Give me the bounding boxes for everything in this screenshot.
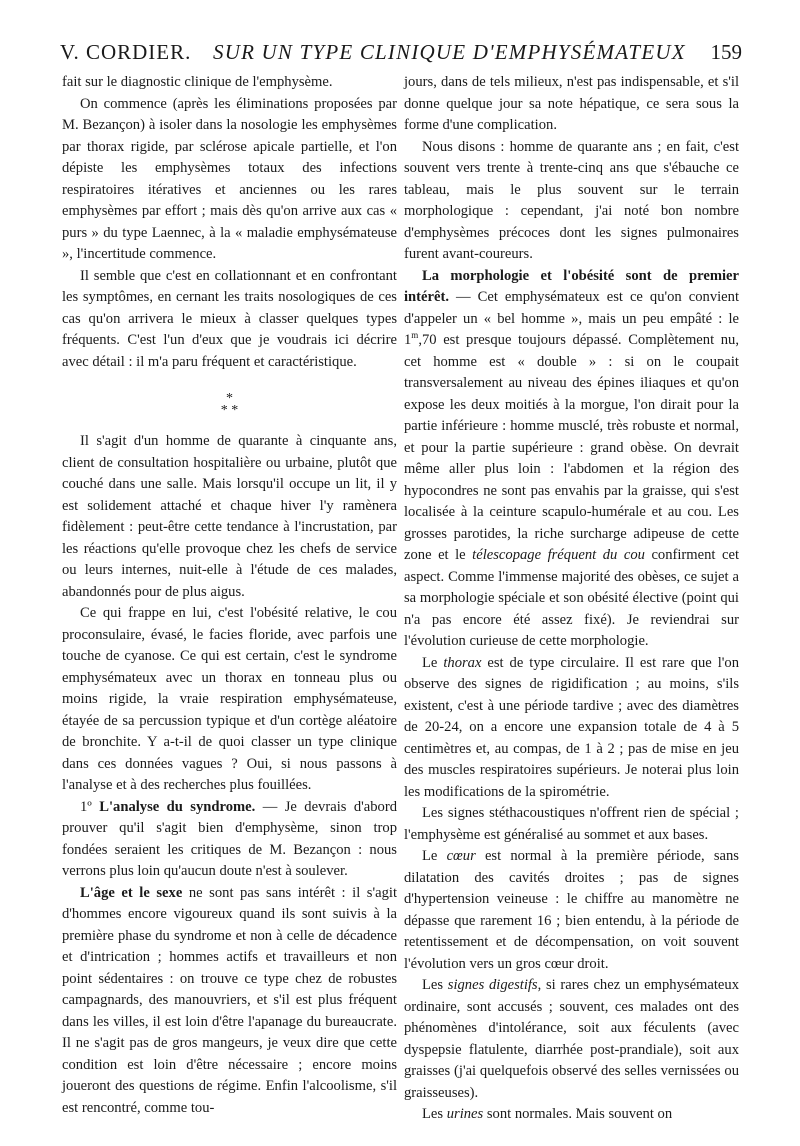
paragraph: Les signes stéthacoustiques n'offrent rien de spécial ; l'emphysème est généralisé au sommet et aux bases. [404,805,739,843]
left-column [62,72,397,1119]
separator-asterisk-bottom: * * [220,403,239,418]
paragraph [404,846,739,975]
paragraph [404,266,739,653]
paragraph [62,797,397,883]
paragraph: On commence (après les éliminations proposées par M. Bezançon) à isoler dans la nosologie les emphysèmes par thorax rigide, par sclérose apicale partielle, et l'on dépiste les emphysèmes totaux des infections respiratoires itératives et anciennes ou les rares emphysèmes par effort ; mais dès qu'on arrive aux cas « purs » du type Laennec, à la « maladie emphysémateuse », l'incertitude commence. [62,95,397,262]
section-separator [62,393,397,417]
paragraph: Il s'agit d'un homme de quarante à cinquante ans, client de consultation hospitalière ou urbaine, plutôt que couché dans une salle. Mais lorsqu'il occupe un lit, il y est solidement attaché et chaque hiver l'y ramènera fidèlement : peut-être cette tendance à l'incrustation, par les réactions qu'elle provoque chez les chefs de service ou leurs internes, nuit-elle à l'étude de ces malades, abandonnés pour de plus aigus. [62,433,397,600]
paragraph: Nous disons : homme de quarante ans ; en fait, c'est souvent vers trente à trente-cinq ans que s'ébauche ce tableau, mais le plus souvent sur le terrain morphologique : cependant, j'ai noté bon nombre d'emphysèmes précoces dont les signes pulmonaires furent avant-coureurs. [404,138,739,262]
paragraph-text: confirment cet aspect. Comme l'immense majorité des obèses, ce sujet a sa morphologie spéciale et son obésité élective (point qui n'a pas encore été assez fixé). Je reviendrai sur l'évolution curieuse de cette morphologie. [404,547,739,649]
paragraph-text: Les [422,977,448,993]
paragraph-text: Les [422,1106,447,1122]
paragraph [404,653,739,804]
paragraph [404,975,739,1104]
header-author: V. CORDIER. [60,40,192,64]
emphasis: signes digestifs [447,977,538,993]
emphasis: urines [446,1106,484,1122]
section-number: 1º [80,798,92,815]
emphasis: cœur [446,848,476,864]
paragraph-text: ,70 est presque toujours dépassé. Complètement nu, cet homme est « double » : si on le coupait transversalement au niveau des épines iliaques et qu'on expose les deux moitiés à la morgue, l'on dirait pour la partie inférieure : homme musclé, très robuste et normal, et pour la partie supérieure : grand obèse. On devrait même aller plus loin : l'abdomen et la région des hypocondres ne sont pas envahis par la graisse, qui s'est localisée à la ceinture scapulo-humérale et au cou. Les grosses parotides, la riche surcharge adipeuse de cette zone et le [404,332,739,563]
paragraph-text: Le [422,654,444,671]
paragraph-text: ne sont pas sans intérêt : il s'agit d'hommes encore vigoureux quand ils sont suivis à la première phase du syndrome et non à celle de décadence et d'intrication ; hommes actifs et travailleurs et non point sédentaires : on trouve ce type chez de robustes campagnards, des manouvriers, et s'il est plus fréquent dans les villes, il est loin d'être l'apanage du bureaucrate. Il ne s'agit pas de gros mangeurs, je veux dire que cette condition est loin d'être nécessaire ; encore moins joueront des questions de régime. Enfin l'alcoolisme, s'il est rencontré, comme tou- [62,884,398,1116]
paragraph-text: sont normales. Mais souvent on [483,1106,673,1122]
emphasis: télescopage fréquent du cou [472,547,645,563]
paragraph-text: est de type circulaire. Il est rare que l'on observe des signes de rigidification ; au moins, s'ils existent, c'est à une période tardive ; avec des diamètres de 20-24, on a encore une expansion totale de 4 à 5 centimètres et, au compas, de 1 à 2 ; pas de mise en jeu des muscles respiratoires supérieurs. Je noterai plus loin les modifications de la spirométrie. [404,654,739,800]
paragraph: Il semble que c'est en collationnant et en confrontant les symptômes, en cernant les traits nosologiques de ces cas qu'on arrivera le mieux à classer quelques types fréquents. C'est l'un d'eux que je voudrais ici décrire avec détail : il m'a paru fréquent et caractéristique. [62,267,397,370]
header-title: SUR UN TYPE CLINIQUE D'EMPHYSÉMATEUX [213,40,686,64]
paragraph: fait sur le diagnostic clinique de l'emphysème. [62,74,333,90]
paragraph: jours, dans de tels milieux, n'est pas indispensable, et s'il donne quelque jour sa note hépatique, ce sera sous la forme d'une complication. [404,74,739,133]
subsection-heading: La morphologie et l'obésité sont de premier intérêt. [404,267,739,305]
superscript: m [411,330,419,341]
page-number: 159 [710,40,742,64]
paragraph [62,883,397,1120]
subsection-heading: L'âge et le sexe [80,884,183,901]
section-heading: L'analyse du syndrome. [99,798,256,815]
emphasis: thorax [443,654,482,671]
paragraph-text: — Je devrais d'abord prouver qu'il s'agit bien d'emphysème, sinon trop fondées seraient les critiques de M. Bezançon : nous verrons plus loin qu'aucun doute n'est à soulever. [62,798,397,879]
paragraph: Ce qui frappe en lui, c'est l'obésité relative, le cou proconsulaire, évasé, le facies floride, avec parfois une touche de cyanose. Ce qui est certain, c'est le syndrome emphysémateux avec un thorax en tonneau plus ou moins rigide, la vraie respiration emphysémateuse, étayée de sa percussion typique et d'un cortège aléatoire de bronchite. Y a-t-il de quoi classer un type clinique dans ces données vagues ? Oui, si nous passons à l'analyse et à des recherches plus fouillées. [62,605,397,793]
separator-asterisk-top: * [226,391,233,406]
paragraph-text: — Cet emphysémateux est ce qu'on convient d'appeler un « bel homme », mais un peu empâté : le 1 [404,289,739,348]
paragraph-text: est normal à la première période, sans dilatation des cavités droites ; pas de signes d'hypertension veineuse : le chiffre au manomètre ne dépasse que rarement 16 ; bien entendu, à la période de retentissement et de décompensation, on voit souvent l'évolution vers un gros cœur droit. [404,848,739,972]
paragraph [404,1104,739,1126]
paragraph-text: Le [422,848,447,864]
paragraph-text: , si rares chez un emphysémateux ordinaire, sont accusés ; souvent, ces malades ont des phénomènes d'intolérance, soit aux féculents (avec dyspepsie flatulente, diarrhée post-prandiale), soit aux graisses (j'ai quelquefois observé des selles vernissées ou graisseuses). [404,977,740,1101]
right-column [404,72,739,1126]
running-header [60,40,742,70]
